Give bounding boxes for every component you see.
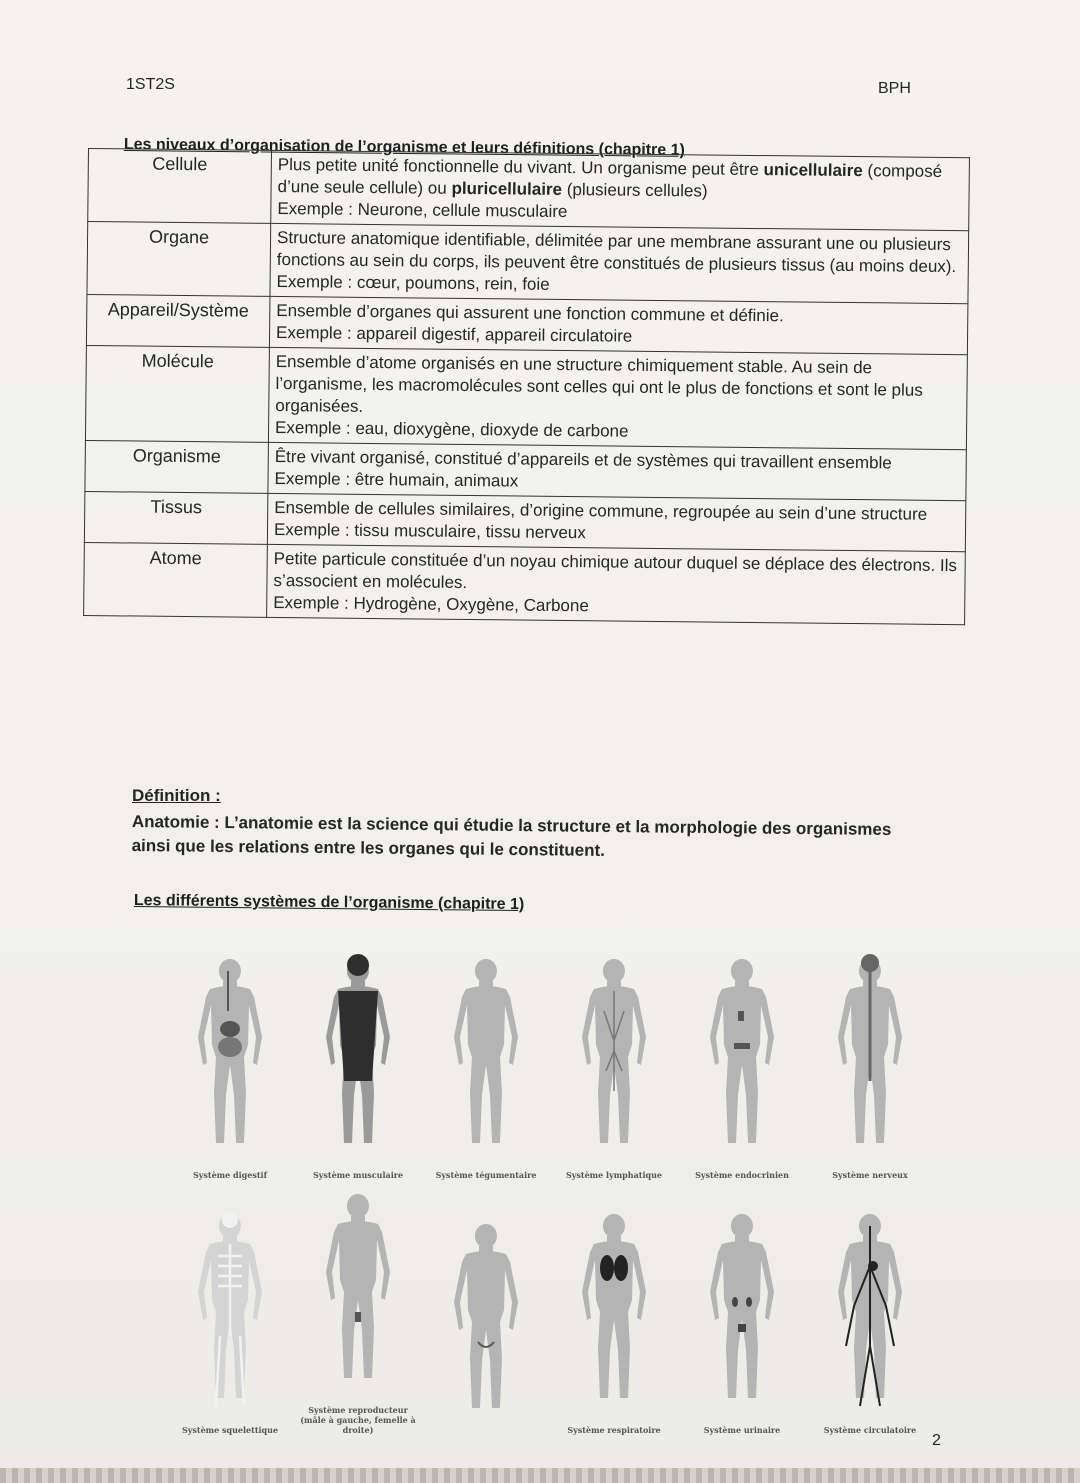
human-body-icon [436, 1216, 536, 1431]
definition-text: Petite particule constituée d’un noyau chimique autour duquel se déplace des électrons. Ils s’associent en molécules. [273, 548, 958, 592]
body-figure [554, 1180, 674, 1435]
anatomy-definition: Anatomie : L’anatomie est la science qui étudie la structure et la morphologie des organismes ainsi que les relations entre les organes qui le constituent. [131, 811, 892, 860]
human-body-icon [564, 951, 664, 1166]
figure-caption: Système circulatoire [823, 1425, 917, 1435]
table-row [84, 491, 965, 551]
figure-caption: Système reproducteur (mâle à gauche, femelle à droite) [300, 1405, 416, 1435]
definition-text: Ensemble d’atome organisés en une structure chimiquement stable. Au sein de l’organisme, les macromolécules sont celles qui ont le plus de fonctions et sont le plus organisées. [275, 351, 923, 416]
page-number: 2 [932, 1432, 941, 1449]
definition-text: Ensemble d’organes qui assurent une fonction commune et définie. [276, 300, 784, 326]
body-figure [298, 945, 418, 1180]
example-text: Exemple : tissu musculaire, tissu nerveux [273, 519, 586, 543]
figure-caption: Système musculaire [312, 1170, 404, 1180]
figure-caption: Système lymphatique [565, 1170, 663, 1180]
definition-cell [268, 442, 966, 500]
definition-text: Être vivant organisé, constitué d’appareils et de systèmes qui travaillent ensemble [274, 446, 892, 473]
figure-caption: Système endocrinien [695, 1170, 789, 1180]
class-label: 1ST2S [126, 76, 175, 93]
definition-cell [269, 296, 967, 354]
example-text: Exemple : eau, dioxygène, dioxyde de carbone [274, 417, 629, 441]
body-figure [426, 1180, 546, 1435]
body-figure [298, 1180, 418, 1435]
definition-bold-term: pluricellulaire [451, 178, 563, 199]
example-text: Exemple : appareil digestif, appareil circulatoire [275, 322, 633, 346]
definition-text: Structure anatomique identifiable, délimitée par une membrane assurant une ou plusieurs fonctions au sein du corps, ils peuvent être constitués de plusieurs tissus (au moins deux). [276, 227, 957, 277]
figure-caption: Système urinaire [703, 1425, 781, 1435]
body-systems-figures [170, 945, 930, 1445]
body-figure [682, 1180, 802, 1435]
body-figure [554, 945, 674, 1180]
table-row [85, 345, 967, 449]
table-row [85, 440, 966, 500]
subject-label: BPH [878, 80, 911, 97]
human-body-icon [180, 1206, 280, 1421]
levels-table [83, 148, 970, 625]
scan-edge [0, 1468, 1080, 1483]
figure-caption: Système respiratoire [567, 1425, 661, 1435]
figure-caption: Système squelettique [181, 1425, 279, 1435]
human-body-icon [692, 951, 792, 1166]
term-cell: Molécule [85, 345, 269, 442]
body-figure [682, 945, 802, 1180]
term-cell: Atome [84, 542, 268, 617]
definition-bold-term: unicellulaire [763, 160, 863, 181]
term-cell: Organe [87, 222, 271, 297]
definition-text: Ensemble de cellules similaires, d’origine commune, regroupée au sein d’une structure [274, 497, 928, 524]
definition-cell [267, 544, 966, 624]
human-body-icon [308, 951, 408, 1166]
human-body-icon [692, 1206, 792, 1421]
body-figure [810, 945, 930, 1180]
definition-cell [270, 223, 969, 303]
body-figure [170, 945, 290, 1180]
example-text: Exemple : Hydrogène, Oxygène, Carbone [273, 592, 589, 616]
human-body-icon [308, 1186, 408, 1401]
term-cell: Appareil/Système [86, 294, 270, 347]
body-figure [810, 1180, 930, 1435]
definition-text: Plus petite unité fonctionnelle du vivant. Un organisme peut être [277, 154, 764, 180]
human-body-icon [436, 951, 536, 1166]
definition-text: (composé d’une seule cellule) ou [277, 161, 943, 198]
definition-heading: Définition : [132, 786, 221, 805]
figure-caption: Système digestif [192, 1170, 268, 1180]
term-cell: Organisme [85, 440, 269, 493]
body-figure [426, 945, 546, 1180]
definition-cell [268, 347, 967, 449]
human-body-icon [564, 1206, 664, 1421]
figure-caption: Système tégumentaire [435, 1170, 537, 1180]
table-row [88, 149, 970, 231]
human-body-icon [180, 951, 280, 1166]
body-figure [170, 1180, 290, 1435]
definition-text: (plusieurs cellules) [561, 179, 708, 201]
example-text: Exemple : cœur, poumons, rein, foie [276, 271, 550, 294]
levels-section-title: Les niveaux d’organisation de l’organisme et leurs définitions (chapitre 1) [123, 136, 685, 159]
definition-cell [271, 150, 970, 230]
human-body-icon [820, 1206, 920, 1421]
example-text: Exemple : Neurone, cellule musculaire [277, 198, 568, 222]
figure-caption: Système nerveux [832, 1170, 908, 1180]
definition-cell [267, 493, 965, 551]
human-body-icon [820, 951, 920, 1166]
example-text: Exemple : être humain, animaux [274, 468, 519, 491]
table-row [87, 222, 969, 304]
term-cell: Tissus [84, 491, 268, 544]
table-row [86, 294, 967, 354]
systems-section-title: Les différents systèmes de l’organisme (chapitre 1) [133, 892, 525, 914]
term-cell: Cellule [88, 149, 272, 224]
table-row [84, 542, 966, 624]
